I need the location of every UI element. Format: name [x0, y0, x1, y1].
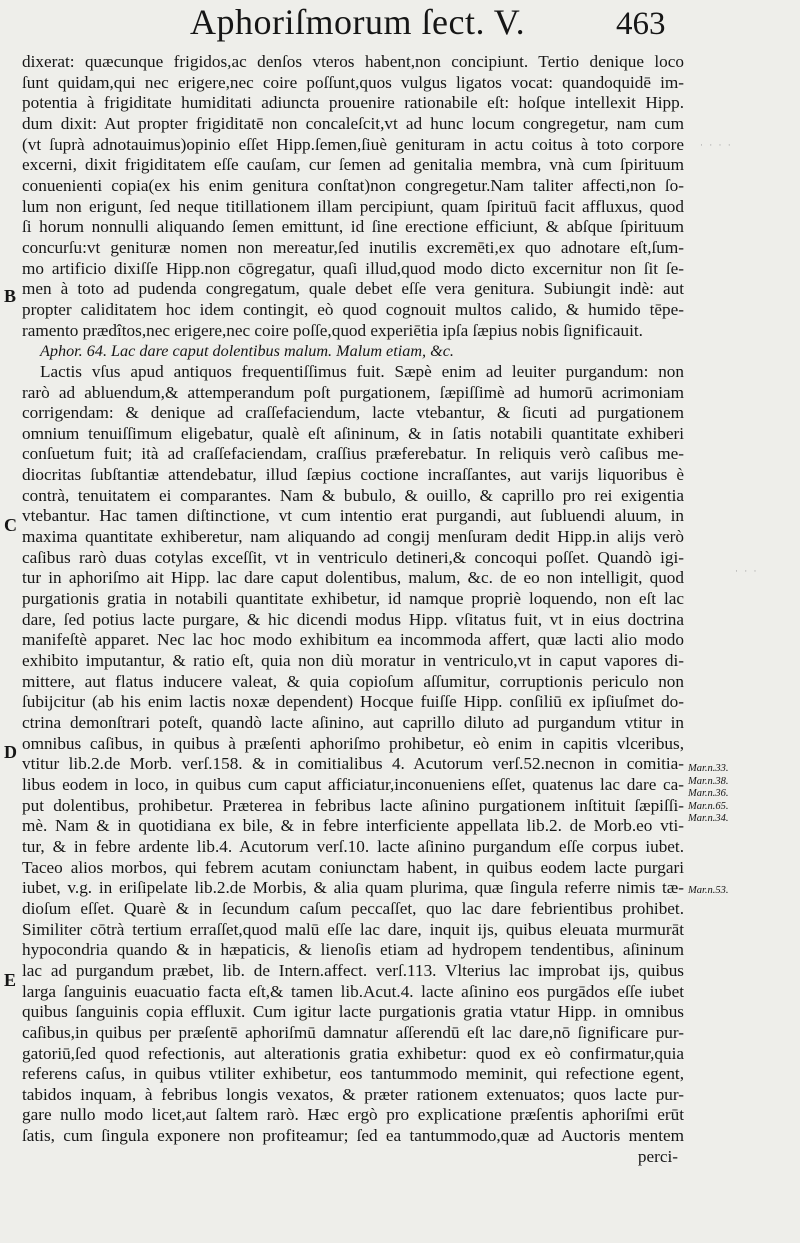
page-number: 463 [616, 6, 666, 42]
margin-letter-b: B [4, 286, 17, 306]
text-line: excerni, dixit frigiditatem eſſe cauſam, cur ſemen ad genitalia membra, vnà cum ſpirituum [22, 155, 684, 175]
catchword: perci- [637, 1146, 678, 1166]
text-line: hypocondria quando & in hæpaticis, & lienoſis etiam ad hydropem tendentibus, aſininum [22, 940, 684, 960]
text-line: concurſu:vt genituræ nomen non mereatur,ſed inutilis excremēti,ex quo adnotare eſt,ſum- [22, 237, 684, 257]
margin-letter-e: E [4, 970, 17, 990]
show-through-specks: · · · [735, 566, 759, 576]
text-line: tur in aphoriſmo ait Hipp. lac dare caput dolentibus, malum, &c. de eo non intelligit, quod [22, 568, 684, 588]
text-line: ſubijcitur (ab his enim lactis noxæ dependent) Hocque fuiſſe Hipp. conſiliū ex ipſiuſmet do- [22, 692, 684, 712]
text-line: larga ſanguinis euacuatio facta eſt,& tamen lib.Acut.4. lacte aſinino eos purgādos eſſe iubet [22, 981, 684, 1001]
text-line: gare nullo modo licet,aut ſaltem rarò. Hæc ergò pro explicatione præſentis aphoriſmi erūt [22, 1105, 684, 1125]
aphorism-heading: Aphor. 64. Lac dare caput dolentibus malum. Malum etiam, &c. [40, 342, 454, 361]
margin-letter-c: C [4, 515, 17, 535]
text-line: dixerat: quæcunque frigidos,ac denſos vteros habent,non concipiunt. Tertio denique loco [22, 52, 684, 71]
marginal-reference-block [688, 885, 729, 898]
text-line: tur, & in febre ardente lib.4. Acutorum verſ.10. lacte aſinino purgandum eſſe corpus iubet. [22, 836, 684, 856]
text-line: lac ad purgandum præbet, lib. de Intern.affect. verſ.113. Vlterius lac improbat ijs, quibus [22, 960, 684, 980]
text-line: propter caliditatem hoc idem contingit, eò quod cognouit multos calido, & humido tēpe- [22, 299, 684, 319]
text-line: exhibito imputantur, & ratio eſt, quia non diù moratur in ventriculo,vt in caput vapores di- [22, 651, 684, 671]
text-line: (vt ſuprà adnotauimus)opinio eſſet Hipp.ſemen,ſiuè genituram in actu coitus à toto corpore [22, 134, 684, 154]
text-line: put dolentibus, prohibetur. Præterea in febribus lacte aſinino purgationem inſtituit ſæpiſſi- [22, 795, 684, 815]
marginal-reference: Mar.n.38. [688, 775, 729, 787]
text-line: ſunt quidam,qui nec erigere,nec coire poſſunt,quos vulgus ligatos vocat: quandoquidē im- [22, 72, 684, 92]
text-line: Taceo alios morbos, qui febrem acutam coniunctam habent, in quibus eodem lacte purgari [22, 857, 684, 877]
text-line: conſuetum fuit; ità ad craſſefaciendam, craſſius præferebatur. In reliquis verò caſibus me- [22, 444, 684, 464]
text-line: gatoriū,ſed quod refectionis, aut alterationis gratia exhibetur: quod ex eò confirmatur,quia [22, 1043, 684, 1063]
text-line: potentia à frigiditate humiditati adiuncta prouenire rationabile eſt: hoſque intellexit Hipp. [22, 93, 684, 113]
text-line: caſibus rarò duas cotylas exceſſit, vt in ventriculo detineri,& concoqui poſſet. Quandò igi- [22, 547, 684, 567]
show-through-specks: · · · · [700, 140, 733, 150]
text-line: dum dixit: Aut propter frigiditatē non concaleſcit,vt ad hunc locum congregetur, nam cum [22, 113, 684, 133]
text-line: men à toto ad pudenda congregatum, quale debet eſſe vera genitura. Subiungit indè: aut [22, 279, 684, 299]
text-line: caſibus,in quibus per præſentē aphoriſmū damnatur aſſerendū eſt lac dare,nō ſignificare pur- [22, 1022, 684, 1042]
text-line: corrigendam: & denique ad craſſefaciendum, lacte vtebantur, & ſicuti ad purgationem [22, 403, 684, 423]
marginal-reference: Mar.n.53. [688, 885, 729, 896]
text-line: mittere, aut flatus inducere valeat, & quia copioſum aſſumitur, corruptionis periculo non [22, 671, 684, 691]
text-line: dioſum eſſet. Quarè & in ſecundum caſum peccaſſet, quo lac dare febrientibus prohibet. [22, 898, 684, 918]
text-line: libus eodem in loco, in quibus cum caput afficiatur,inconueniens eſſet, quatenus lac dare ca- [22, 774, 684, 794]
margin-letter-d: D [4, 742, 17, 762]
text-line: Lactis vſus apud antiquos frequentiſſimus fuit. Sæpè enim ad leuiter purgandum: non [40, 361, 684, 381]
text-line: conuenienti copia(ex his enim genitura conſtat)non congregetur.Nam taliter affecti,non ſo- [22, 175, 684, 195]
text-line: vtebantur. Hac tamen diſtinctione, vt cum intentio erat purgandi, aut ſubluendi aluum, in [22, 506, 684, 526]
text-line: ctrina demonſtrari poteſt, quandò lacte aſinino, aut caprillo diluto ad purgandum vtitur in [22, 713, 684, 732]
marginal-references [688, 763, 729, 826]
text-line: iubet, v.g. in eriſipelate lib.2.de Morbis, & alia quam plurima, quæ ſingula referre nimis tæ- [22, 878, 684, 898]
text-line: ſatis, cum ſingula exponere non profiteamur; ſed ea tantummodo,quæ ad Auctoris mentem [22, 1126, 684, 1146]
text-line: rarò ad abluendum,& attemperandum poſt purgationem, ſæpiſſimè ad humorū acrimoniam [22, 382, 684, 402]
running-title: Aphoriſmorum ſect. V. [190, 2, 526, 42]
text-line: ramento prædîtos,nec erigere,nec coire poſſe,quod experiētia ipſa ſæpius nobis ſignificauit. [22, 320, 643, 340]
text-line: mè. Nam & in quotidiana ex bile, & in febre interficiente appellata lib.2. de Morb.eo vti- [22, 816, 684, 836]
text-line: lum non erigunt, ſed neque titillationem illam percipiunt, quam ſpirituū facit affluxus, quod [22, 196, 684, 216]
body-text [22, 52, 684, 1167]
text-line: omnium tenuiſſimum eligebatur, qualè eſt aſininum, & in ſatis notabili quantitate exhiberi [22, 423, 684, 443]
text-line: quibus ſanguinis copia effluxit. Cum igitur lacte purgationis gratia vtatur Hipp. in omnibus [22, 1002, 684, 1022]
page-header [0, 0, 800, 46]
text-line: vtitur lib.2.de Morb. verſ.158. & in comitialibus 4. Acutorum verſ.52.necnon in comitia- [22, 754, 684, 774]
text-line: tabidos inquam, à febribus longis vexatos, & præter rationem extenuatos; quos lacte pur- [22, 1084, 684, 1104]
text-line: mo artificio dixiſſe Hipp.non cōgregatur, quaſi illud,quod modo dicto excernitur non ſit ſe- [22, 258, 684, 278]
text-line: referens caſus, in quibus vtiliter exhibetur, eos tantummodo meminit, qui refectione egent, [22, 1064, 684, 1084]
text-line: omnibus caſibus, in quibus à præſenti aphoriſmo prohibetur, eò enim in capitis vlceribus, [22, 733, 684, 753]
text-line: maxima quantitate exhiberetur, nam aliquando ad congij menſuram dedit Hipp.in alijs verò [22, 527, 684, 547]
text-line: diocritas ſubſtantiæ attendebatur, illud ſæpius coctione incraſſantes, aut varijs liquoribus è [22, 465, 684, 485]
text-line: dare, ſed potius lacte purgare, & hic dicendi modus Hipp. vſitatus fuit, vt in eius doctrina [22, 609, 684, 629]
text-line: Similiter cōtrà tertium erraſſet,quod malū eſſe lac dare, inquit ijs, quibus eleuata murmurāt [22, 919, 684, 939]
marginal-reference: Mar.n.33. [688, 763, 729, 774]
marginal-reference: Mar.n.36. [688, 788, 729, 800]
text-line: purgationis gratia in notabili quantitate exhibetur, id namque propriè loquendo, non eſt lac [22, 589, 684, 609]
marginal-reference: Mar.n.65. [688, 800, 729, 812]
text-line: manifeſtè apparet. Nec lac hoc modo exhibitum ea incommoda affert, quæ lacti alio modo [22, 630, 684, 650]
text-line: contrà, tenuitatem ei comparantes. Nam & bubulo, & ouillo, & caprillo pro rei exigentia [22, 485, 684, 505]
marginal-reference: Mar.n.34. [688, 813, 729, 825]
text-line: ſi horum nonnulli aliquando ſemen emittunt, id ſine erectione efficiunt, & abſque ſpirituum [22, 217, 684, 237]
